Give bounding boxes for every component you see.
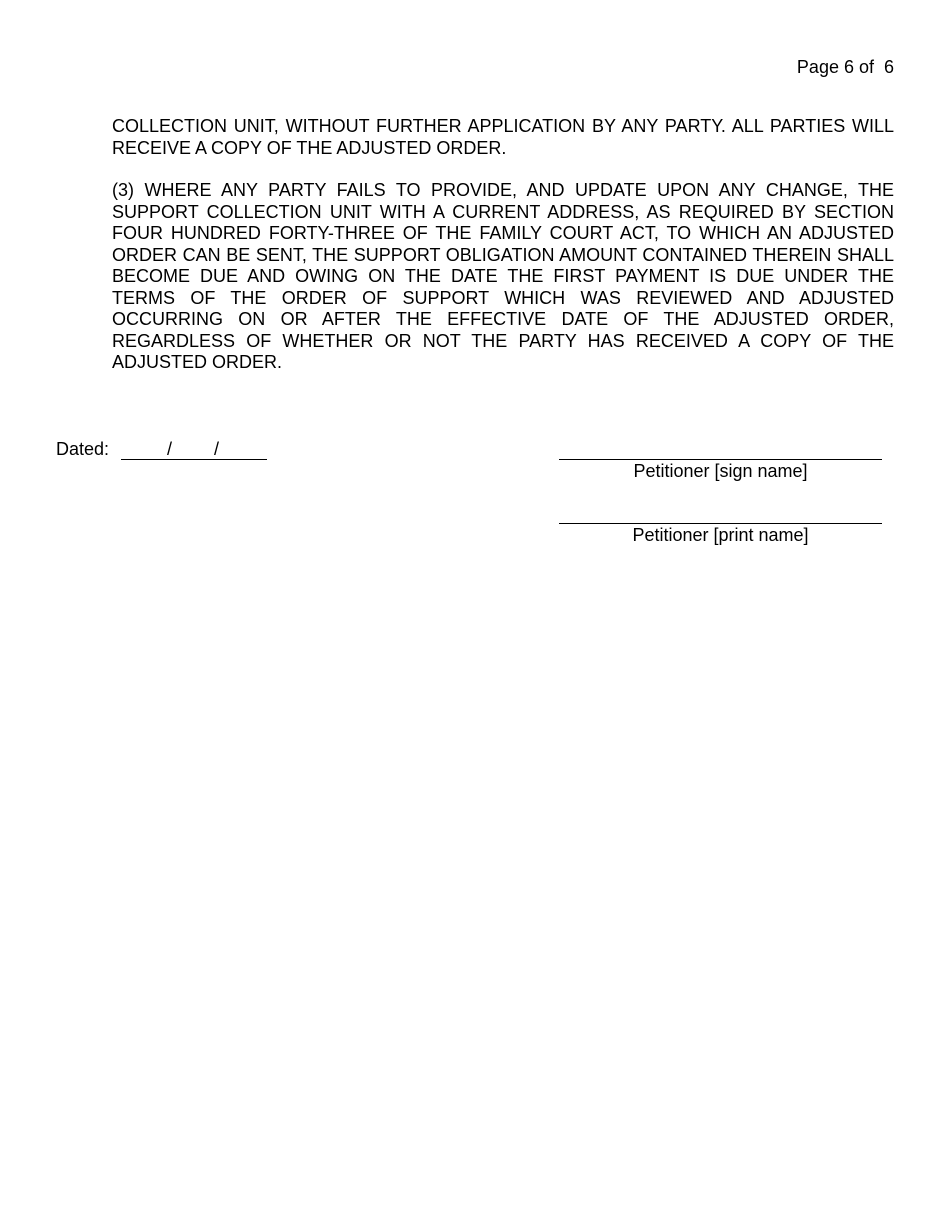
page-number: Page 6 of 6 xyxy=(796,57,894,77)
date-field[interactable] xyxy=(121,438,267,460)
date-separator-day-year: / xyxy=(214,439,220,459)
dated-label: Dated: xyxy=(56,439,110,459)
body-paragraph-clause-3: (3) WHERE ANY PARTY FAILS TO PROVIDE, AND UPDATE UPON ANY CHANGE, THE SUPPORT COLLECTION UNIT WITH A CURRENT ADDRESS, AS REQUIRED BY SECTION FOUR HUNDRED FORTY-THREE OF THE FAMILY COURT ACT, TO WHICH AN ADJUSTED ORDER CAN BE SENT, THE SUPPORT OBLIGATION AMOUNT CONTAINED THEREIN SHALL BECOME DUE AND OWING ON THE DATE THE FIRST PAYMENT IS DUE UNDER THE TERMS OF THE ORDER OF SUPPORT WHICH WAS REVIEWED AND ADJUSTED OCCURRING ON OR AFTER THE EFFECTIVE DATE OF THE ADJUSTED ORDER, REGARDLESS OF WHETHER OR NOT THE PARTY HAS RECEIVED A COPY OF THE ADJUSTED ORDER. xyxy=(112,180,894,372)
petitioner-sign-caption: Petitioner [sign name] xyxy=(633,461,808,481)
date-separator-month-day: / xyxy=(167,439,173,459)
petitioner-print-caption: Petitioner [print name] xyxy=(632,525,809,545)
body-paragraph-continuation: COLLECTION UNIT, WITHOUT FURTHER APPLICATION BY ANY PARTY. ALL PARTIES WILL RECEIVE A COPY OF THE ADJUSTED ORDER. xyxy=(112,116,894,158)
